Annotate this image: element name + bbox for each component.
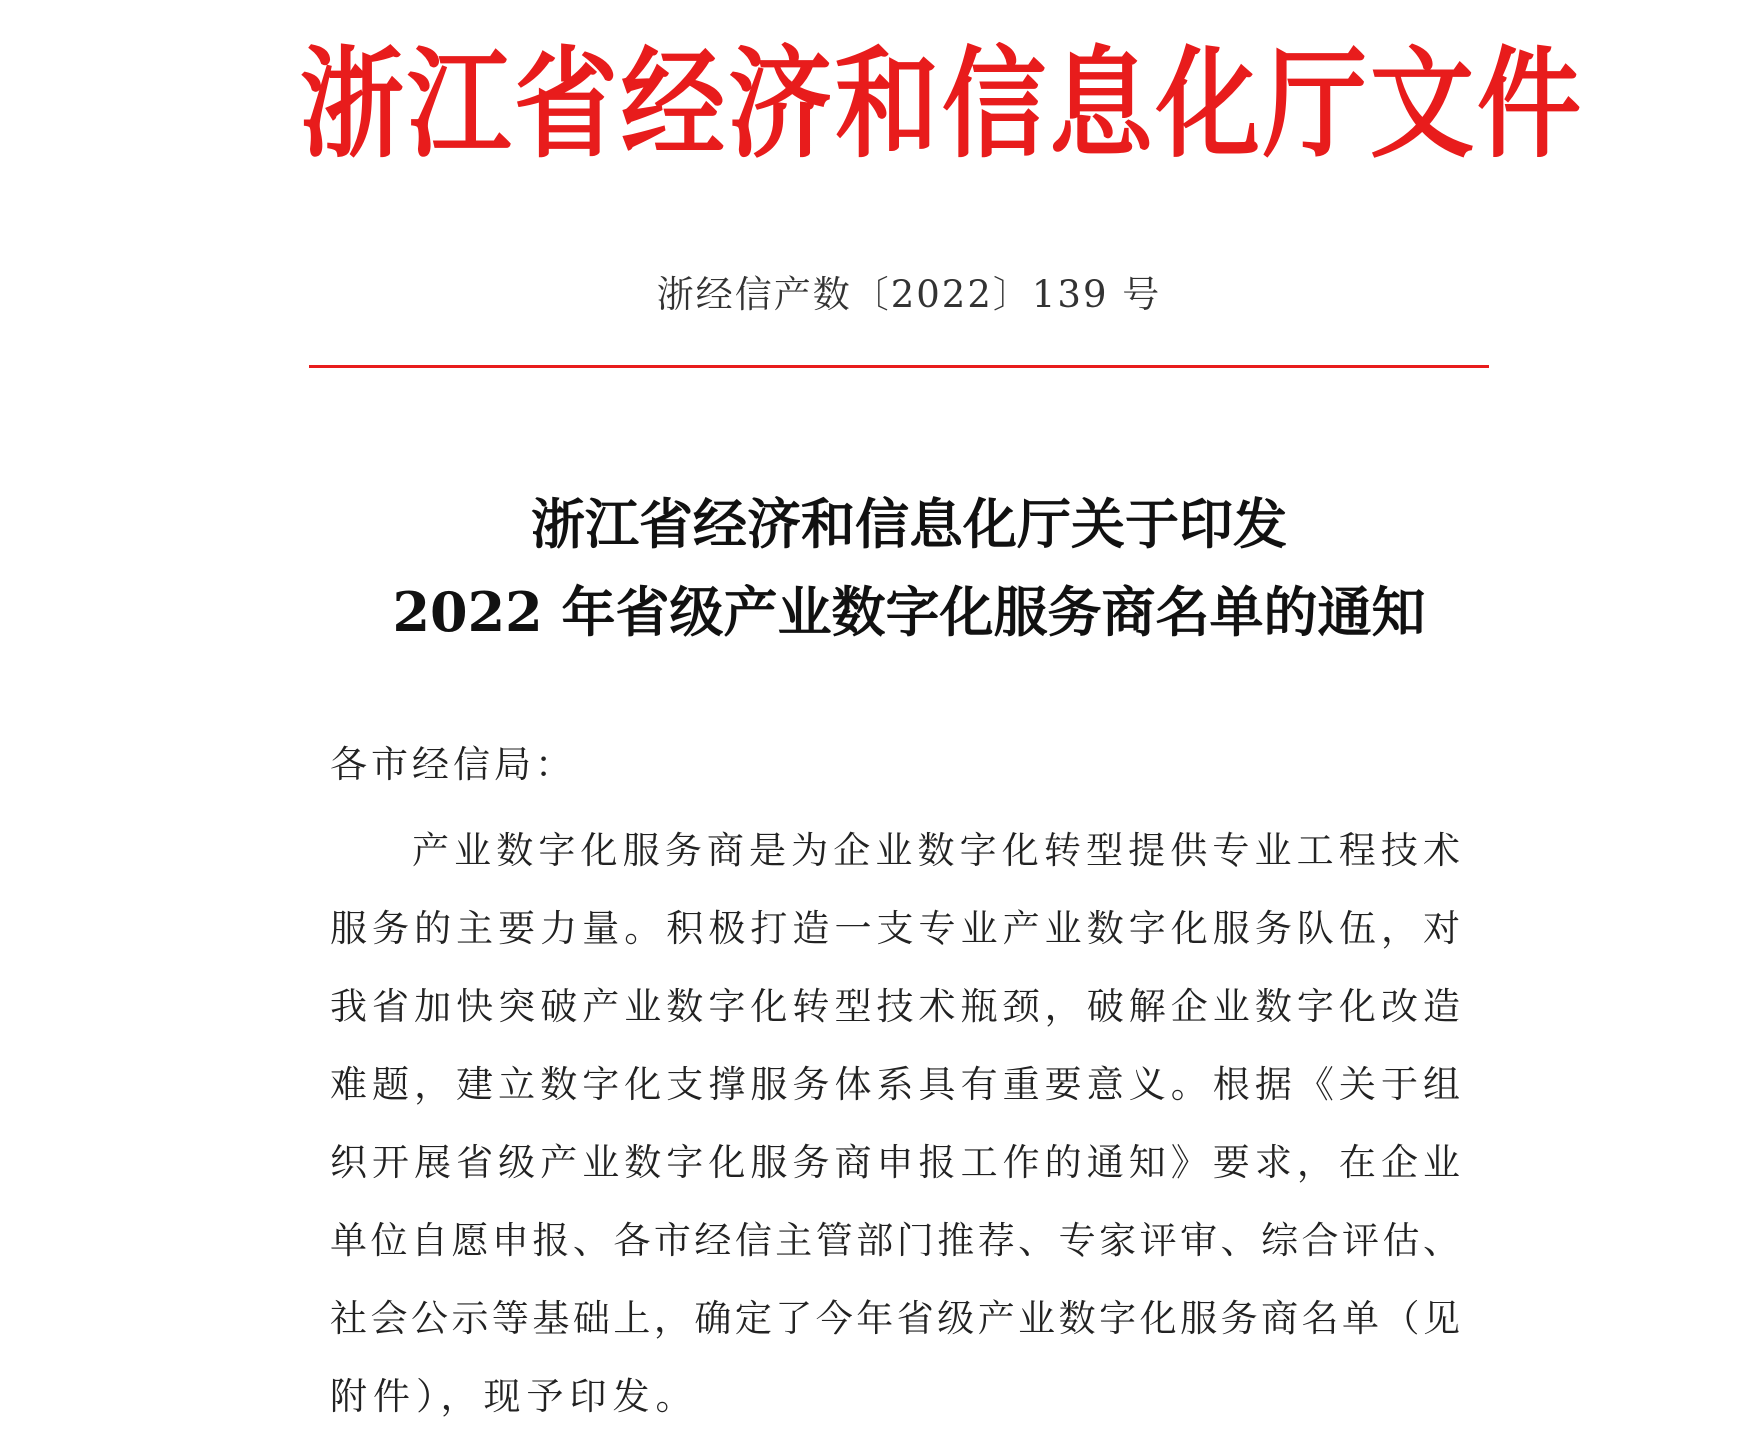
notice-title-line-1: 浙江省经济和信息化厅关于印发 bbox=[531, 492, 1287, 556]
body-line: 织开展省级产业数字化服务商申报工作的通知》要求，在企业 bbox=[330, 1141, 1460, 1184]
document-number: 浙经信产数〔2022〕139 号 bbox=[656, 273, 1162, 316]
body-line: 单位自愿申报、各市经信主管部门推荐、专家评审、综合评估、 bbox=[330, 1219, 1460, 1262]
body-line: 产业数字化服务商是为企业数字化转型提供专业工程技术 bbox=[412, 829, 1460, 872]
salutation: 各市经信局： bbox=[330, 743, 576, 786]
body-line: 社会公示等基础上，确定了今年省级产业数字化服务商名单（见 bbox=[330, 1297, 1460, 1340]
body-line: 难题，建立数字化支撑服务体系具有重要意义。根据《关于组 bbox=[330, 1063, 1460, 1106]
body-line: 附件），现予印发。 bbox=[330, 1375, 699, 1418]
notice-title bbox=[309, 480, 1509, 656]
red-divider bbox=[309, 365, 1489, 368]
masthead-title: 浙江省经济和信息化厅文件 bbox=[300, 34, 1585, 175]
body-paragraph bbox=[330, 812, 1460, 1436]
body-line: 服务的主要力量。积极打造一支专业产业数字化服务队伍，对 bbox=[330, 907, 1460, 950]
notice-title-line-2: 2022 年省级产业数字化服务商名单的通知 bbox=[392, 580, 1426, 644]
body-line: 我省加快突破产业数字化转型技术瓶颈，破解企业数字化改造 bbox=[330, 985, 1460, 1028]
